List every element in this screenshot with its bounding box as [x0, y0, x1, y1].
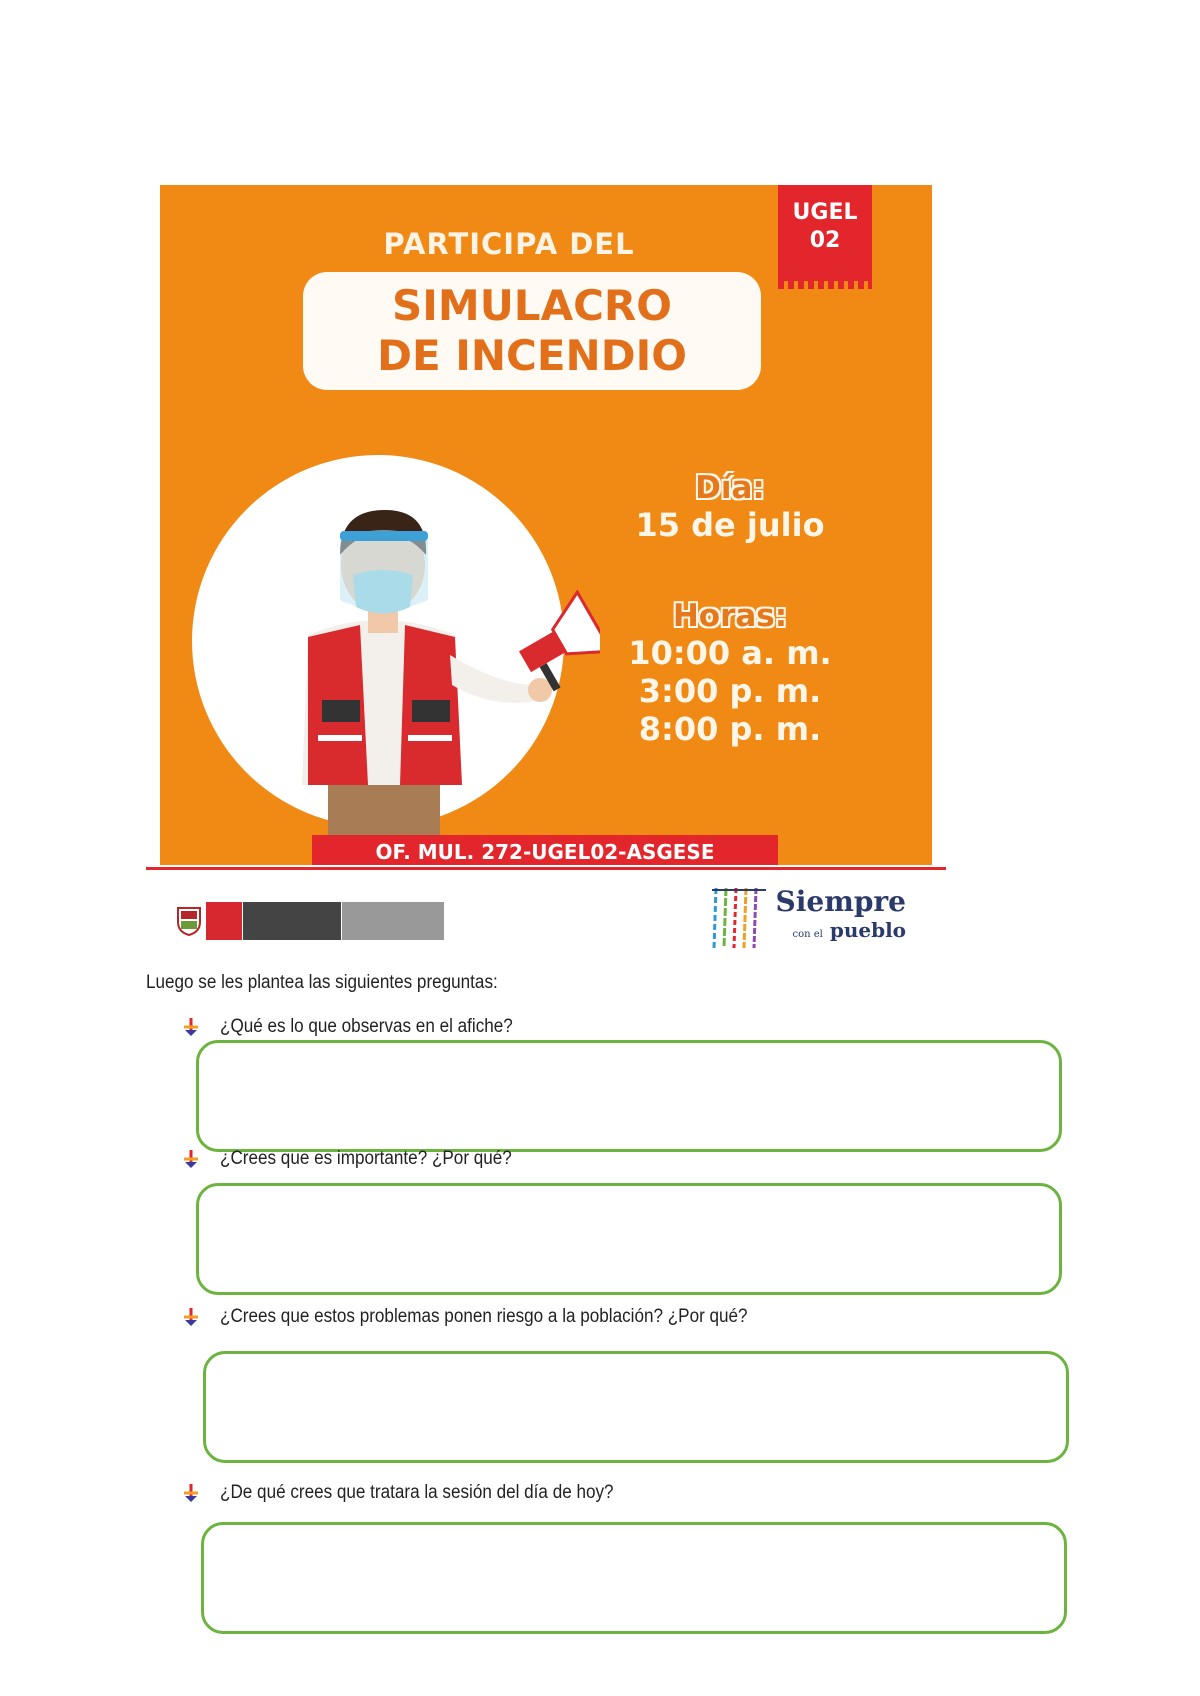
brigadista-illustration [200, 485, 600, 845]
poster-headline: PARTICIPA DEL [383, 227, 635, 261]
minedu-gray-block-2 [342, 902, 444, 940]
question-1 [182, 1016, 545, 1038]
poster-footer-reference: OF. MUL. 272-UGEL02-ASGESE [312, 835, 778, 865]
poster-title-line1: SIMULACRO [392, 281, 672, 330]
siempre-sub-line [776, 916, 906, 949]
ugel-badge [778, 185, 872, 281]
poster-title-box [303, 272, 761, 390]
poster-divider [146, 867, 946, 870]
hour-3: 8:00 p. m. [638, 710, 822, 748]
hours-label: Horas: [672, 598, 788, 634]
hour-1: 10:00 a. m. [628, 634, 832, 672]
logos-row [146, 872, 946, 962]
question-2 [182, 1148, 544, 1170]
colored-lines-icon [710, 886, 768, 950]
question-3 [182, 1306, 806, 1328]
arrow-bullet-icon [182, 1149, 200, 1169]
siempre-con-el: con el [792, 928, 823, 940]
ugel-badge-line2: 02 [809, 228, 841, 253]
hours-block [580, 598, 880, 748]
minedu-red-block [206, 902, 242, 940]
siempre-main: Siempre [775, 884, 906, 918]
poster-image [160, 185, 932, 865]
intro-text: Luego se les plantea las siguientes preguntas: [146, 972, 498, 993]
question-1-text: ¿Qué es lo que observas en el afiche? [220, 1016, 513, 1037]
arrow-bullet-icon [182, 1017, 200, 1037]
arrow-bullet-icon [182, 1483, 200, 1503]
arrow-bullet-icon [182, 1307, 200, 1327]
minedu-logo [176, 902, 444, 940]
poster-title-line2: DE INCENDIO [377, 331, 687, 380]
peru-shield-icon [176, 906, 202, 936]
answer-box-4[interactable] [201, 1522, 1067, 1634]
ugel-badge-line1: UGEL [792, 200, 858, 225]
question-3-text: ¿Crees que estos problemas ponen riesgo a la población? ¿Por qué? [220, 1306, 748, 1327]
day-label: Día: [695, 470, 765, 506]
siempre-sub: pueblo [829, 917, 906, 942]
question-4-text: ¿De qué crees que tratara la sesión del día de hoy? [220, 1482, 614, 1503]
question-2-text: ¿Crees que es importante? ¿Por qué? [220, 1148, 512, 1169]
question-4 [182, 1482, 657, 1504]
day-block [580, 470, 880, 544]
answer-box-3[interactable] [203, 1351, 1069, 1463]
answer-box-2[interactable] [196, 1183, 1062, 1295]
answer-box-1[interactable] [196, 1040, 1062, 1152]
minedu-gray-block-1 [243, 902, 341, 940]
hour-2: 3:00 p. m. [638, 672, 822, 710]
siempre-text [775, 884, 906, 949]
siempre-con-el-pueblo-logo [710, 886, 906, 950]
day-value: 15 de julio [635, 506, 825, 544]
